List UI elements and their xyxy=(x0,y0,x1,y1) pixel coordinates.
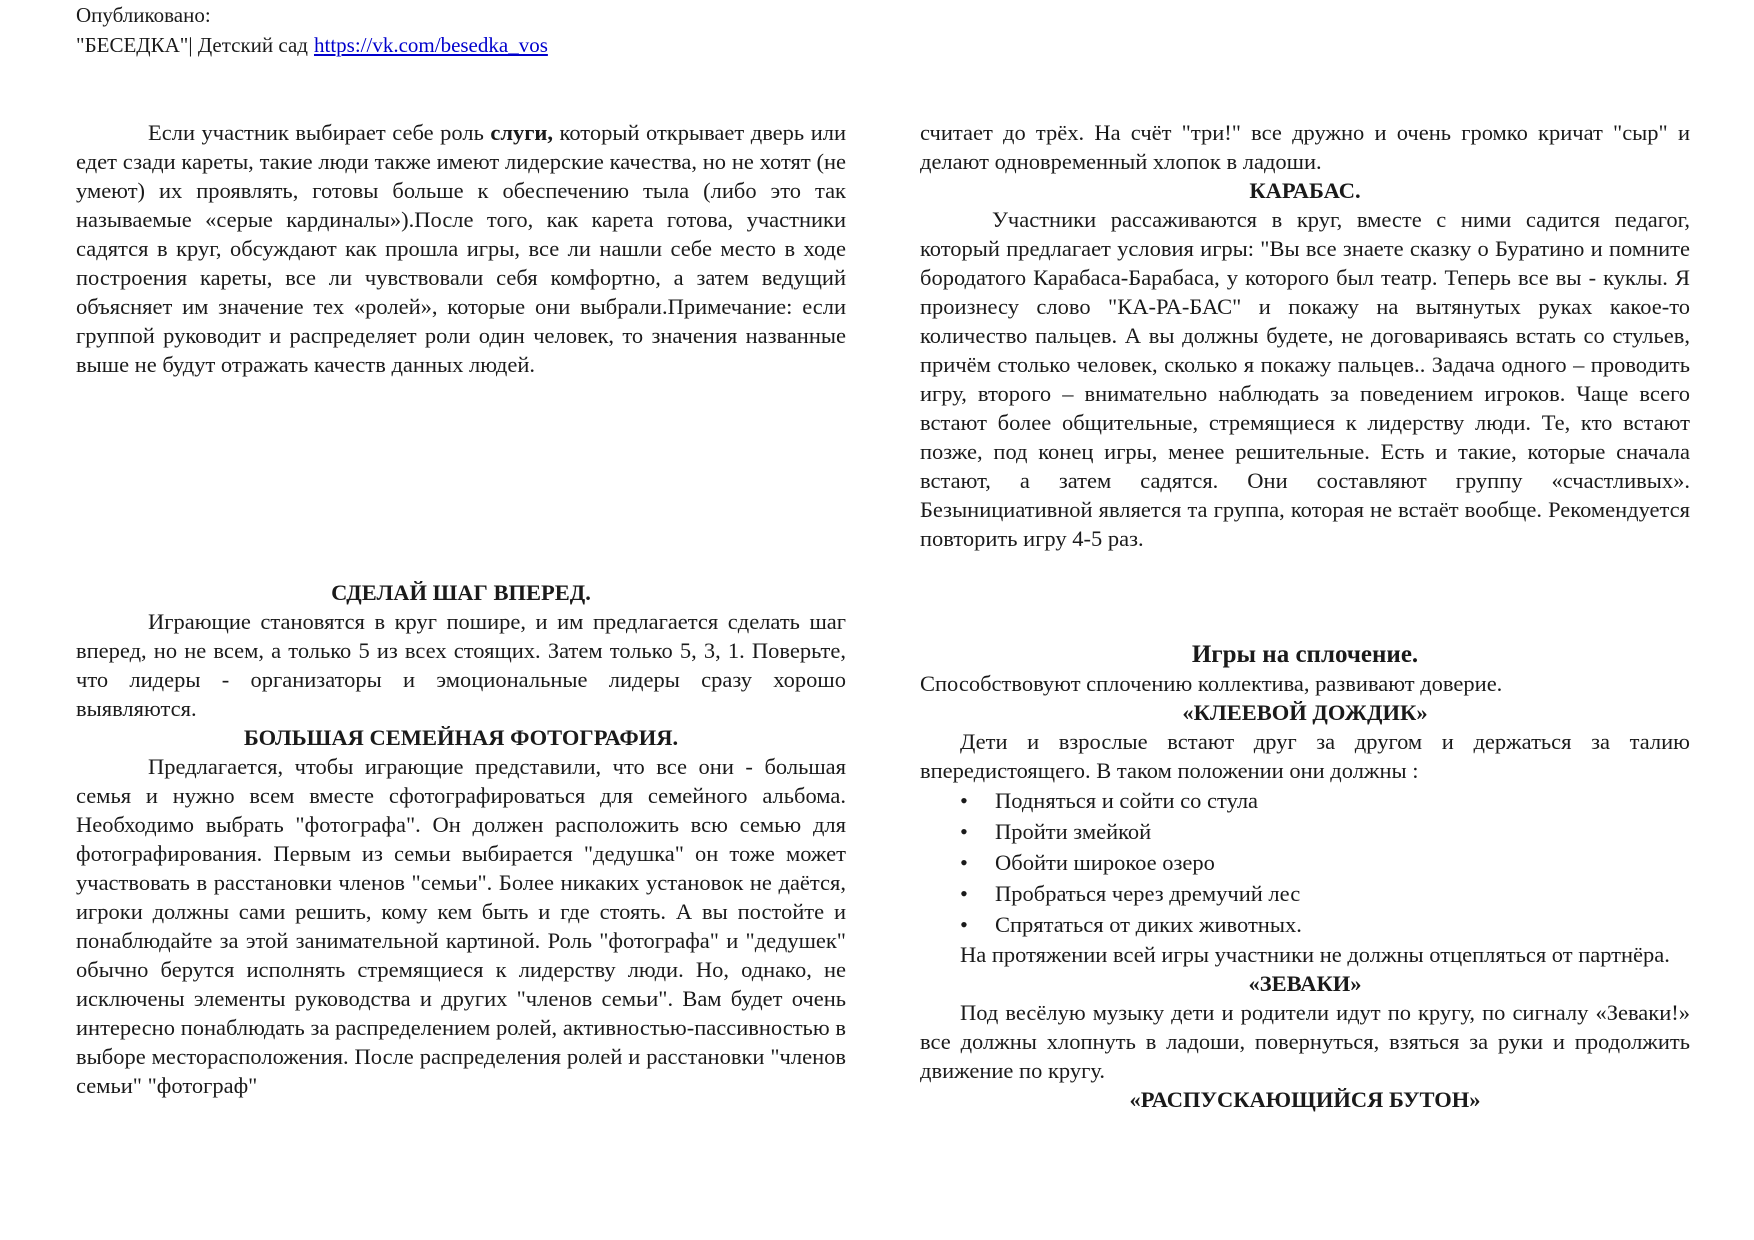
glue-rain-end-paragraph: На протяжении всей игры участники не должны отцепляться от партнёра. xyxy=(960,942,1670,967)
list-item-text: Подняться и сойти со стула xyxy=(995,788,1259,813)
list-item xyxy=(920,909,1690,940)
bullet-icon: • xyxy=(960,912,968,937)
servant-paragraph-pre: Если участник выбирает себе роль xyxy=(148,120,491,145)
list-item xyxy=(920,816,1690,847)
bullet-icon: • xyxy=(960,819,968,844)
list-item-text: Спрятаться от диких животных. xyxy=(995,912,1302,937)
source-line xyxy=(76,30,548,60)
right-column-bottom xyxy=(920,640,1690,1114)
family-photo-paragraph: Предлагается, чтобы играющие представили, что все они - большая семья и нужно всем вместе сфотографироваться для семейного альбома. Необходимо выбрать "фотографа". Он должен расположить всю семью для фотографирования. Первым из семьи выбирается "дедушка" он тоже может участвовать в расстановки членов "семьи". Более никаких установок не даётся, игроки должны сами решить, кому кем быть и где стоять. А вы постойте и понаблюдайте за этой занимательной картиной. Роль "фотографа" и "дедушек" обычно берутся исполнять стремящиеся к лидерству люди. Но, однако, не исключены элементы руководства и других "членов семьи". Вам будет очень интересно понаблюдать за распределением ролей, активностью-пассивностью в выборе месторасположения. После распределения ролей и расстановки "членов семьи" "фотограф" xyxy=(76,754,846,1098)
family-photo-heading: БОЛЬШАЯ СЕМЕЙНАЯ ФОТОГРАФИЯ. xyxy=(243,725,679,750)
left-column-bottom xyxy=(76,578,846,1100)
step-forward-paragraph: Играющие становятся в круг пошире, и им предлагается сделать шаг вперед, но не всем, а только 5 из всех стоящих. Затем только 5, 3, 1. Поверьте, что лидеры - организаторы и эмоциональные лидеры сразу хорошо выявляются. xyxy=(76,609,846,721)
bullet-icon: • xyxy=(960,850,968,875)
servant-bold: слуги, xyxy=(490,120,554,145)
list-item xyxy=(920,785,1690,816)
karabas-paragraph: Участники рассаживаются в круг, вместе с ними садится педагог, который предлагает условия игры: "Вы все знаете сказку о Буратино и помните бородатого Карабаса-Барабаса, у которого был театр. Теперь все вы - куклы. Я произнесу слово "КА-РА-БАС" и покажу на вытянутых руках какое-то количество пальцев. А вы должны будете, не договариваясь встать со стульев, причём столько человек, сколько я покажу пальцев.. Задача одного – проводить игру, второго – внимательно наблюдать за поведением игроков. Чаще всего встают более общительные, стремящиеся к лидерству люди. Те, кто встают позже, под конец игры, менее решительные. Есть и такие, которые сначала встают, а затем садятся. Они составляют группу «счастливых». Безынициативной является та группа, которая не встаёт вообще. Рекомендуется повторить игру 4-5 раз. xyxy=(920,207,1690,551)
list-item xyxy=(920,878,1690,909)
bullet-icon: • xyxy=(960,788,968,813)
vk-link[interactable]: https://vk.com/besedka_vos xyxy=(313,33,548,57)
list-item-text: Пройти змейкой xyxy=(995,819,1152,844)
glue-rain-list xyxy=(920,785,1690,940)
list-item xyxy=(920,847,1690,878)
photo-continuation-paragraph: считает до трёх. На счёт "три!" все дружно и очень громко кричат "сыр" и делают одновременный хлопок в ладоши. xyxy=(920,120,1690,174)
list-item-text: Обойти широкое озеро xyxy=(995,850,1215,875)
servant-paragraph xyxy=(76,118,846,379)
bullet-icon: • xyxy=(960,881,968,906)
step-forward-heading: СДЕЛАЙ ШАГ ВПЕРЕД. xyxy=(331,580,591,605)
glue-rain-heading: «КЛЕЕВОЙ ДОЖДИК» xyxy=(1182,700,1428,725)
unity-games-heading: Игры на сплочение. xyxy=(1191,641,1419,668)
source-text: "БЕСЕДКА"| Детский сад xyxy=(76,33,308,57)
blooming-bud-heading: «РАСПУСКАЮЩИЙСЯ БУТОН» xyxy=(1129,1087,1481,1112)
right-column-top xyxy=(920,118,1690,553)
karabas-heading: КАРАБАС. xyxy=(1249,178,1361,203)
onlookers-paragraph: Под весёлую музыку дети и родители идут по кругу, по сигналу «Зеваки!» все должны хлопнуть в ладоши, повернуться, взяться за руки и продолжить движение по кругу. xyxy=(920,1000,1690,1083)
published-label: Опубликовано: xyxy=(76,3,211,27)
unity-games-intro: Способствовуют сплочению коллектива, развивают доверие. xyxy=(920,671,1503,696)
servant-paragraph-post: который открывает дверь или едет сзади кареты, такие люди также имеют лидерские качества, но не хотят (не умеют) их проявлять, готовы больше к обеспечению тыла (либо это так называемые «серые кардиналы»).После того, как карета готова, участники садятся в круг, обсуждают как прошла игры, все ли нашли себе место в ходе построения кареты, все ли чувствовали себя комфортно, а затем ведущий объясняет им значение тех «ролей», которые они выбрали.Примечание: если группой руководит и распределяет роли один человек, то значения названные выше не будут отражать качеств данных людей. xyxy=(76,120,847,377)
onlookers-heading: «ЗЕВАКИ» xyxy=(1248,971,1362,996)
left-column-top xyxy=(76,118,846,379)
glue-rain-paragraph: Дети и взрослые встают друг за другом и держаться за талию впередистоящего. В таком положении они должны : xyxy=(920,729,1690,783)
list-item-text: Пробраться через дремучий лес xyxy=(995,881,1301,906)
page-header xyxy=(76,0,548,60)
